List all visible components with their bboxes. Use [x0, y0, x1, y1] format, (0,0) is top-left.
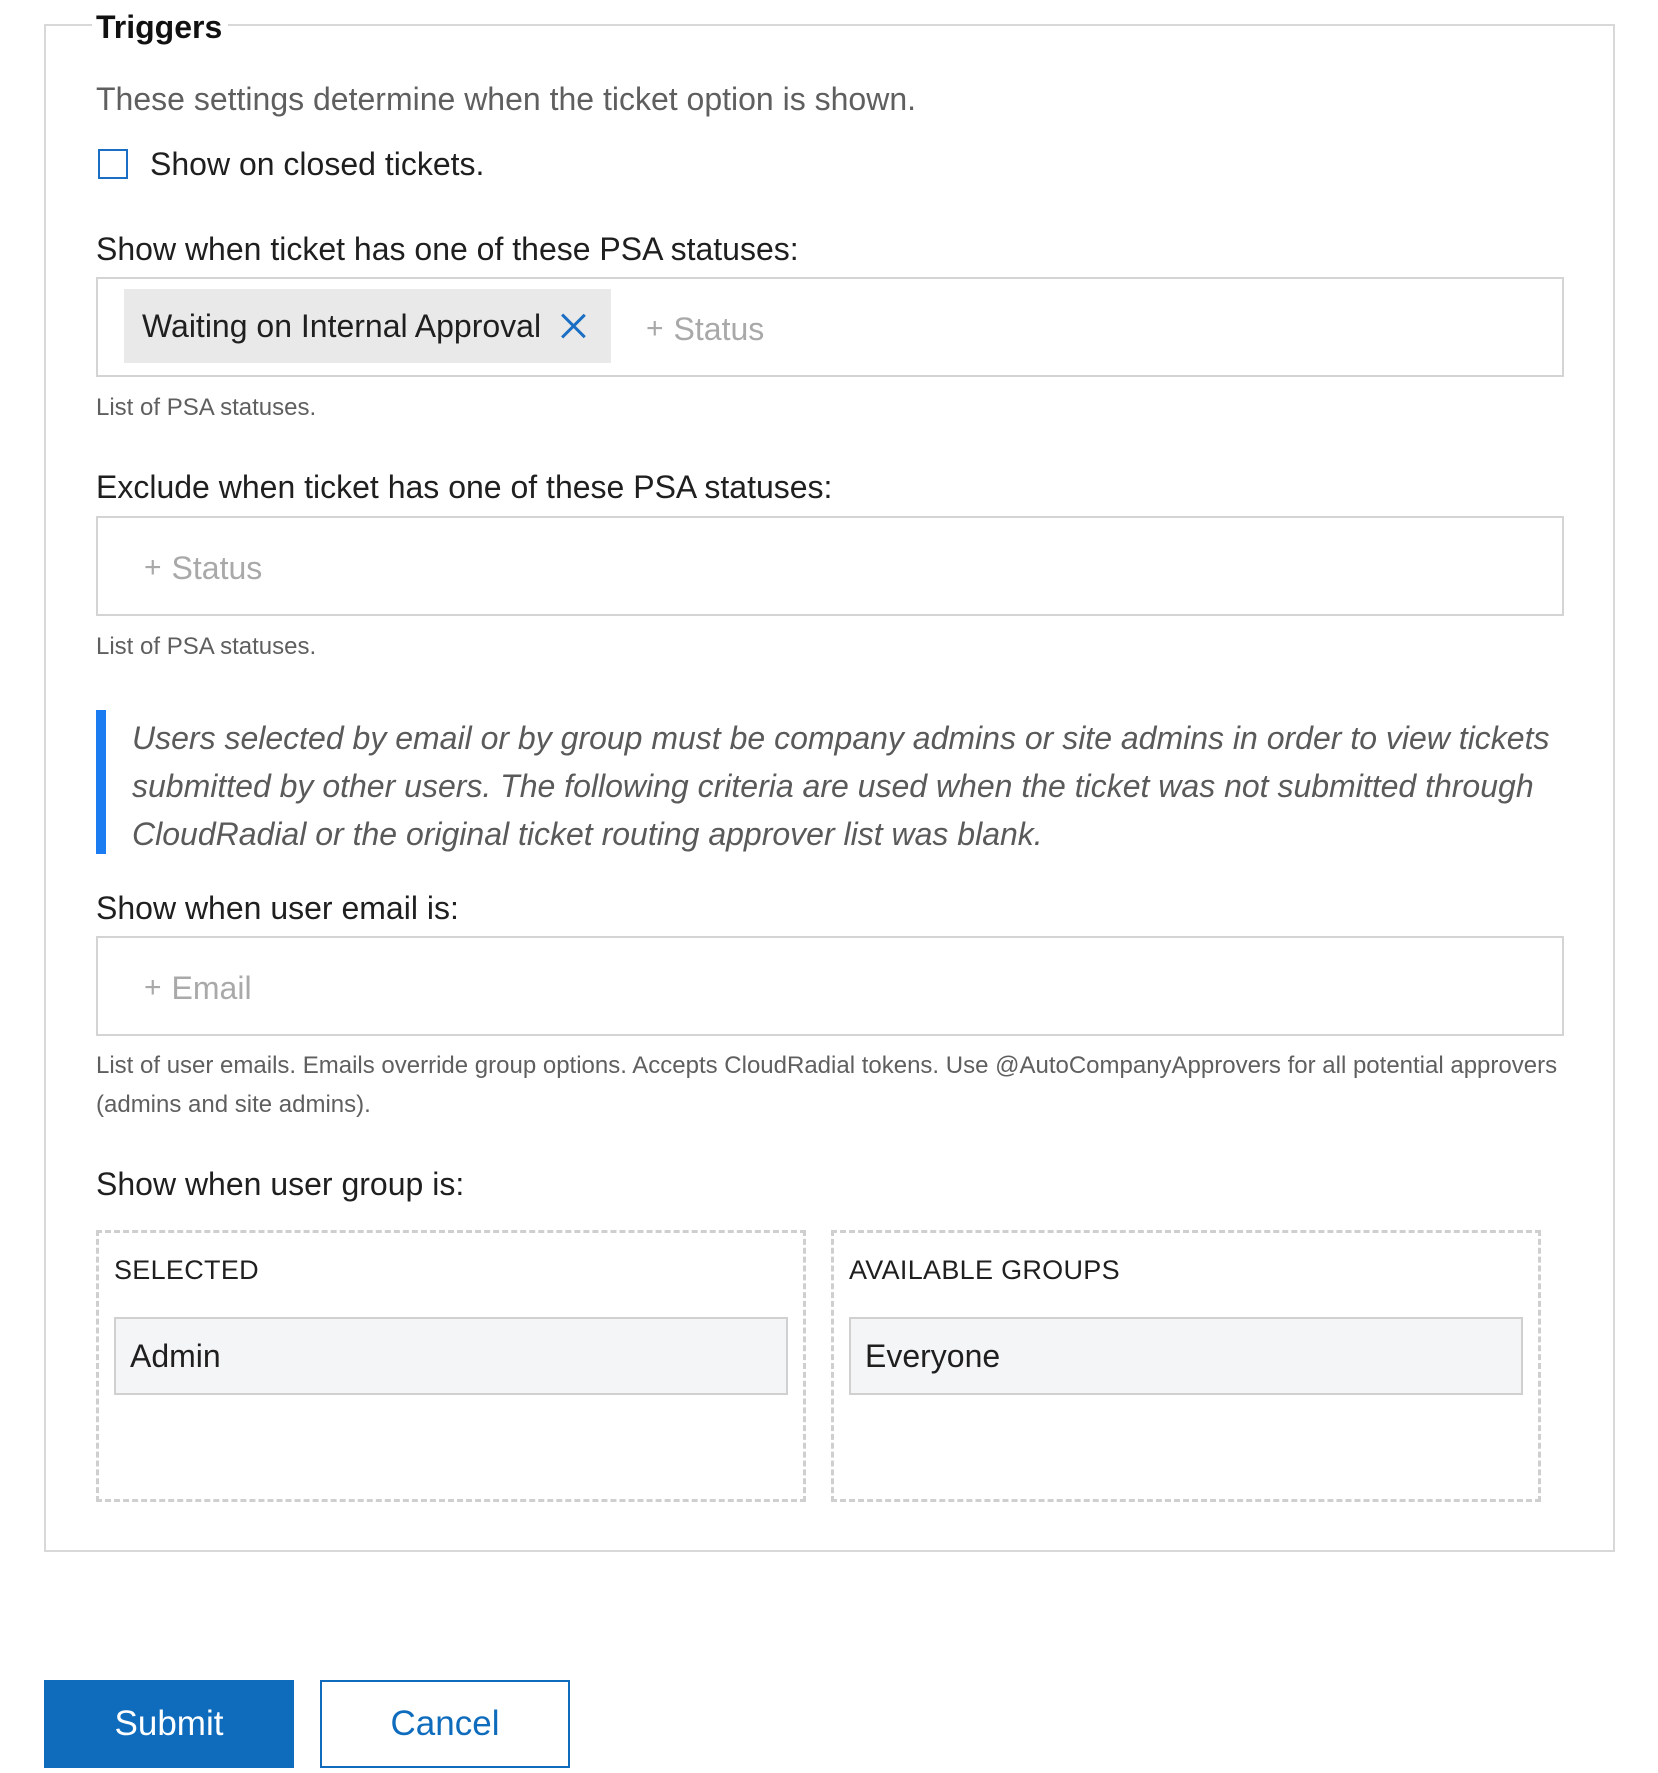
- user-email-help: List of user emails. Emails override group options. Accepts CloudRadial tokens. Use @AutoCompanyApprovers for all potential approvers (admins and site admins).: [96, 1052, 1558, 1118]
- user-email-input[interactable]: [96, 936, 1564, 1036]
- add-status-button[interactable]: [646, 309, 764, 349]
- add-exclude-status-button[interactable]: [144, 548, 262, 588]
- plus-icon: +: [144, 971, 162, 1004]
- show-on-closed-tickets-option[interactable]: [98, 143, 484, 185]
- show-statuses-input[interactable]: [96, 277, 1564, 377]
- add-status-placeholder: Status: [673, 311, 765, 347]
- user-email-label: Show when user email is:: [96, 890, 459, 926]
- plus-icon: +: [646, 312, 664, 345]
- exclude-statuses-label: Exclude when ticket has one of these PSA statuses:: [96, 469, 833, 505]
- show-statuses-label: Show when ticket has one of these PSA statuses:: [96, 231, 799, 267]
- show-on-closed-tickets-label: Show on closed tickets.: [150, 146, 485, 182]
- exclude-statuses-input[interactable]: [96, 516, 1564, 616]
- approver-note: Users selected by email or by group must be company admins or site admins in order to view tickets submitted by other users. The following criteria are used when the ticket was not submitted through CloudRadial or the original ticket routing approver list was blank.: [96, 710, 1566, 854]
- show-on-closed-tickets-checkbox[interactable]: [98, 149, 128, 179]
- plus-icon: +: [144, 551, 162, 584]
- submit-button[interactable]: Submit: [44, 1680, 294, 1768]
- user-group-label: Show when user group is:: [96, 1166, 465, 1202]
- selected-groups-title: SELECTED: [114, 1255, 259, 1285]
- add-exclude-status-placeholder: Status: [171, 550, 263, 586]
- selected-groups-box[interactable]: [96, 1230, 806, 1502]
- available-group-item-everyone[interactable]: Everyone: [849, 1317, 1523, 1395]
- close-icon[interactable]: [559, 312, 587, 340]
- status-chip: [124, 289, 611, 363]
- available-groups-title: AVAILABLE GROUPS: [849, 1255, 1120, 1285]
- available-groups-box[interactable]: [831, 1230, 1541, 1502]
- selected-group-item-admin[interactable]: Admin: [114, 1317, 788, 1395]
- exclude-statuses-help: List of PSA statuses.: [96, 633, 317, 660]
- triggers-description: These settings determine when the ticket option is shown.: [96, 81, 916, 117]
- triggers-title: Triggers: [92, 8, 228, 46]
- add-email-placeholder: Email: [171, 970, 252, 1006]
- cancel-button[interactable]: Cancel: [320, 1680, 570, 1768]
- show-statuses-help: List of PSA statuses.: [96, 394, 317, 421]
- status-chip-label: Waiting on Internal Approval: [142, 307, 542, 344]
- add-email-button[interactable]: [144, 968, 252, 1008]
